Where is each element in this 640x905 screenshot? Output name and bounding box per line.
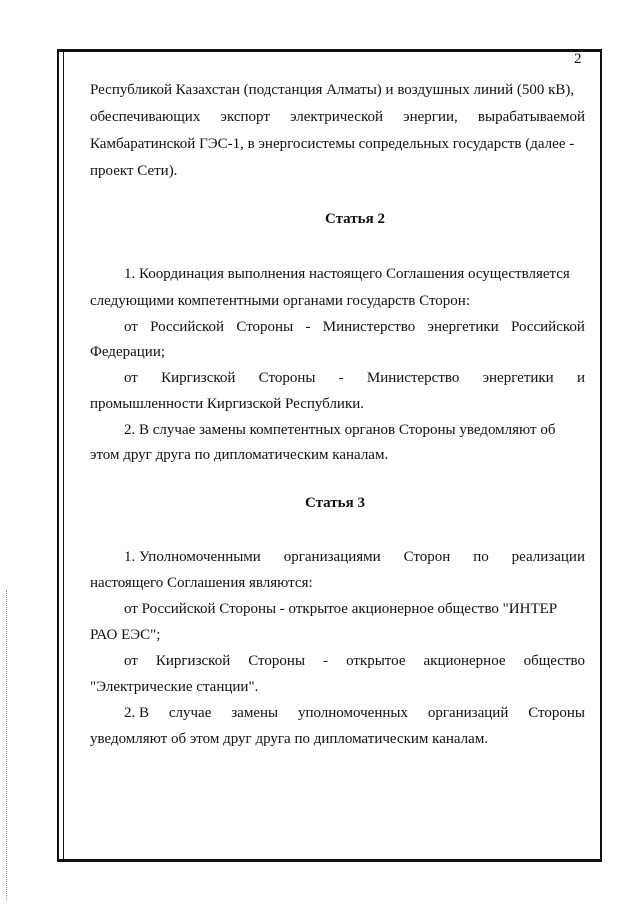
a3-p3-line-1 [124, 651, 585, 671]
article-3-title: Статья 3 [305, 495, 365, 511]
frame-bottom-border [57, 859, 602, 862]
a2-p2-line-1 [124, 317, 585, 337]
intro-line-2 [90, 107, 585, 127]
frame-top-border [57, 49, 602, 52]
word: - [323, 653, 329, 669]
word: случае [168, 705, 212, 721]
word: Стороны [528, 705, 585, 721]
word: 1. Уполномоченными [124, 549, 261, 565]
word: от [124, 370, 138, 386]
a2-p2-line-2: Федерации; [90, 344, 166, 360]
page-number: 2 [574, 51, 582, 67]
intro-line-3: Камбаратинской ГЭС-1, в энергосистемы сопредельных государств (далее - [90, 136, 575, 152]
frame-left-border [57, 49, 59, 862]
a3-p3-line-2: "Электрические станции". [90, 679, 259, 695]
a3-p2-line-2: РАО ЕЭС"; [90, 627, 161, 643]
word: обеспечивающих [90, 109, 201, 125]
a3-p2-line-1: от Российской Стороны - открытое акционерное общество "ИНТЕР [124, 601, 558, 617]
intro-line-4: проект Сети). [90, 163, 178, 179]
word: Стороны [236, 319, 294, 335]
word: и [576, 370, 585, 386]
a3-p1-line-2: настоящего Соглашения являются: [90, 575, 313, 591]
word: организациями [283, 549, 381, 565]
word: Киргизской [155, 653, 231, 669]
frame-left-inner-border [63, 49, 64, 862]
a3-p4-line-1 [124, 703, 585, 723]
word: Киргизской [161, 370, 236, 386]
word: энергетики [427, 319, 499, 335]
word: Министерство [366, 370, 460, 386]
word: по [473, 549, 489, 565]
word: от [124, 319, 138, 335]
a2-p3-line-2: промышленности Киргизской Республики. [90, 396, 365, 412]
a3-p1-line-1 [124, 547, 585, 567]
word: Министерство [322, 319, 416, 335]
word: энергии, [403, 109, 458, 125]
word: замены [231, 705, 279, 721]
word: экспорт [220, 109, 270, 125]
word: Сторон [403, 549, 451, 565]
word: электрической [290, 109, 384, 125]
word: организаций [427, 705, 509, 721]
a2-p4-line-2: этом друг друга по дипломатическим каналам. [90, 447, 389, 463]
word: акционерное [423, 653, 506, 669]
word: энергетики [482, 370, 554, 386]
article-2-title: Статья 2 [325, 211, 385, 227]
frame-right-border [600, 49, 602, 862]
a2-p1-line-1: 1. Координация выполнения настоящего Соглашения осуществляется [124, 266, 570, 282]
a2-p3-line-1 [124, 368, 585, 388]
word: - [338, 370, 344, 386]
word: реализации [511, 549, 585, 565]
a2-p4-line-1: 2. В случае замены компетентных органов Стороны уведомляют об [124, 422, 556, 438]
word: уполномоченных [297, 705, 408, 721]
a3-p4-line-2: уведомляют об этом друг друга по дипломатическим каналам. [90, 731, 489, 747]
a2-p1-line-2: следующими компетентными органами государств Сторон: [90, 293, 471, 309]
word: 2. В [124, 705, 150, 721]
word: общество [523, 653, 585, 669]
word: открытое [346, 653, 406, 669]
intro-line-1: Республикой Казахстан (подстанция Алматы) и воздушных линий (500 кВ), [90, 82, 575, 98]
word: Российской [150, 319, 225, 335]
word: вырабатываемой [477, 109, 585, 125]
word: Стороны [258, 370, 316, 386]
scan-edge-mark [6, 590, 8, 900]
word: Российской [510, 319, 585, 335]
word: от [124, 653, 138, 669]
word: Стороны [248, 653, 306, 669]
word: - [305, 319, 311, 335]
